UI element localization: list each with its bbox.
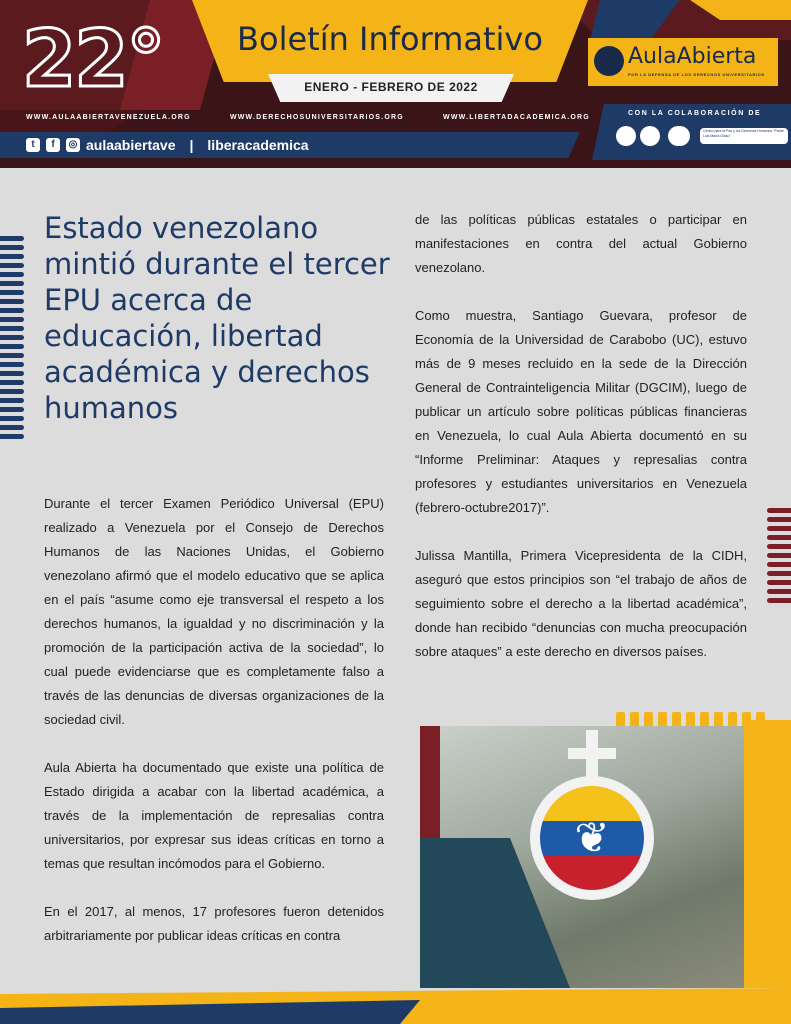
collaboration-label: CON LA COLABORACIÓN DE	[628, 110, 762, 117]
partner-logo-1	[616, 126, 636, 146]
left-stripes-decoration	[0, 236, 24, 443]
right-column	[415, 208, 747, 688]
paragraph-2: Aula Abierta ha documentado que existe una política de Estado dirigida a acabar con la libertad académica, a través de la implementación de represalias contra universitarios, por expresar sus ideas críticas en torno a temas que resultan incómodos para el Gobierno.	[44, 760, 384, 871]
un-emblem-icon: ❦	[574, 814, 610, 861]
footer-decoration	[0, 988, 791, 1024]
url-derechos[interactable]: WWW.DERECHOSUNIVERSITARIOS.ORG	[229, 114, 404, 121]
header-banner	[0, 0, 791, 168]
social-handle-liberacademica[interactable]: liberacademica	[207, 137, 309, 153]
website-links	[26, 114, 626, 121]
partner-logo-4: Centro para la Paz y los Derechos Humanos "Padre Luis María Olaso"	[700, 128, 788, 144]
aula-abierta-logo-icon	[594, 46, 624, 76]
paragraph-4: de las políticas públicas estatales o participar en manifestaciones en contra del actual Gobierno venezolano.	[415, 212, 747, 275]
paragraph-5: Como muestra, Santiago Guevara, profesor de Economía de la Universidad de Carabobo (UC), estuvo más de 9 meses recluido en la sede de la Dirección General de Contrainteligencia Militar (DGCIM), luego de publicar un artículo sobre políticas públicas financieras en Venezuela, lo cual Aula Abierta documentó en su “Informe Preliminar: Ataques y represalias contra profesores y estudiantes universitarios en Venezuela (febrero-octubre2017)”.	[415, 308, 747, 515]
paragraph-3: En el 2017, al menos, 17 profesores fueron detenidos arbitrariamente por publicar ideas críticas en contra	[44, 904, 384, 943]
partner-logo-3	[668, 126, 690, 146]
instagram-icon[interactable]: ◎	[66, 138, 80, 152]
paragraph-6: Julissa Mantilla, Primera Vicepresidenta de la CIDH, aseguró que estos principios son “el trabajo de años de seguimiento sobre el derecho a la libertad académica”, donde han recibido “denuncias con mucha preocupación sobre ataques” a este derecho en diversos países.	[415, 548, 747, 659]
url-libertad[interactable]: WWW.LIBERTADACADEMICA.ORG	[443, 114, 590, 121]
female-symbol-cross	[568, 748, 616, 759]
bulletin-title: Boletín Informativo	[237, 20, 543, 58]
partner-logo-2	[640, 126, 660, 146]
social-row	[26, 137, 309, 153]
bulletin-date: ENERO - FEBRERO DE 2022	[304, 80, 478, 94]
social-separator: |	[189, 137, 194, 153]
article-headline: Estado venezolano mintió durante el tercer EPU acerca de educación, libertad académica y derechos humanos	[44, 211, 390, 425]
logo-name: AulaAbierta	[628, 44, 757, 69]
gold-side-panel	[744, 720, 791, 988]
right-stripes-decoration	[767, 508, 791, 607]
logo-tagline: POR LA DEFENSA DE LOS DERECHOS UNIVERSITARIOS	[628, 72, 765, 77]
issue-number: 22°	[22, 15, 164, 105]
twitter-icon[interactable]: t	[26, 138, 40, 152]
paragraph-1: Durante el tercer Examen Periódico Universal (EPU) realizado a Venezuela por el Consejo de Derechos Humanos de las Naciones Unidas, el Gobierno venezolano afirmó que el modelo educativo que se aplica en el país “asume como eje transversal el respeto a los derechos humanos, la igualdad y no discriminación y la promoción de la participación activa de la sociedad”, lo cual puede evidenciarse que es completamente falso a través de las denuncias de diversas organizaciones de la sociedad civil.	[44, 496, 384, 727]
social-handle-aulaabierta[interactable]: aulaabiertave	[86, 137, 176, 153]
url-aulaabierta[interactable]: WWW.AULAABIERTAVENEZUELA.ORG	[26, 114, 191, 121]
facebook-icon[interactable]: f	[46, 138, 60, 152]
left-column	[44, 492, 384, 972]
